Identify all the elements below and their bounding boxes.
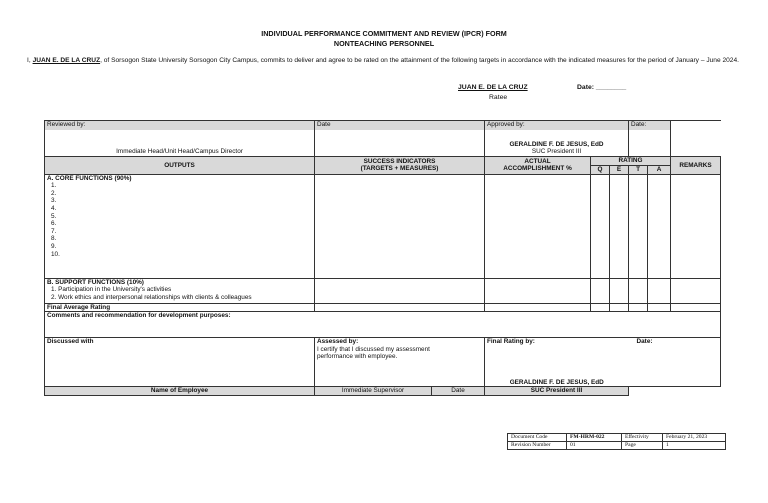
immediate-supervisor-label: Immediate Supervisor [315, 387, 432, 396]
support-functions-cell [45, 278, 315, 303]
blank-cell [671, 121, 721, 130]
approver-signature-cell [485, 130, 629, 157]
review-date-cell [315, 130, 485, 157]
rating-header: RATING [591, 157, 671, 166]
final-rating-date-label: Date: [629, 338, 721, 346]
core-e-cell[interactable] [610, 174, 629, 278]
form-subtitle: NONTEACHING PERSONNEL [333, 39, 435, 48]
ratee-date: Date: ________ [577, 84, 627, 91]
actual-line1: ACTUAL [524, 157, 551, 165]
approver-role: SUC President III [531, 148, 582, 156]
core-actual-cell[interactable] [485, 174, 591, 278]
blank-cell [671, 130, 721, 157]
core-item: 7. [51, 227, 57, 235]
blank-cell [629, 387, 721, 396]
approval-date-cell [629, 130, 671, 157]
commitment-statement [18, 56, 748, 65]
core-functions-list [47, 182, 312, 258]
support-remarks-cell[interactable] [671, 278, 721, 303]
reviewer-role: Immediate Head/Unit Head/Campus Director [116, 148, 243, 156]
ratee-name: JUAN E. DE LA CRUZ [458, 84, 528, 91]
rating-e-header: E [610, 166, 629, 175]
core-item: 3. [51, 197, 57, 205]
approver-name: GERALDINE F. DE JESUS, EdD [509, 140, 604, 148]
revision-value: 01 [567, 442, 622, 450]
page-label: Page [622, 442, 663, 450]
form-title: INDIVIDUAL PERFORMANCE COMMITMENT AND REVIEW (IPCR) FORM [261, 29, 507, 38]
reviewed-by-label: Reviewed by: [45, 121, 315, 130]
doc-code-label: Document Code [508, 434, 567, 442]
core-success-indicators-cell[interactable] [315, 174, 485, 278]
core-item: 5. [51, 212, 57, 220]
final-average-cell[interactable] [315, 303, 485, 312]
discussed-with-label: Discussed with [45, 338, 315, 346]
approved-by-label: Approved by: [485, 121, 629, 130]
success-indicators-header [315, 157, 485, 175]
support-actual-cell[interactable] [485, 278, 591, 303]
employee-signature-cell[interactable] [45, 346, 315, 387]
final-rating-date-cell [629, 346, 721, 387]
intro-employee-name: JUAN E. DE LA CRUZ [32, 57, 101, 64]
effectivity-label: Effectivity [622, 434, 663, 442]
support-q-cell[interactable] [591, 278, 610, 303]
core-item: 8. [51, 235, 57, 243]
core-t-cell[interactable] [629, 174, 648, 278]
intro-text: , of Sorsogon State University Sorsogon City Campus, commits to deliver and agree to be rated on the attainment of the following targets in accordance with the indicated measures for the period of January – June 2024. [100, 57, 739, 64]
effectivity-value: February 21, 2023 [663, 434, 726, 442]
core-q-cell[interactable] [591, 174, 610, 278]
document-control-box [507, 433, 726, 450]
supervisor-date-label: Date [432, 387, 485, 396]
core-functions-cell [45, 174, 315, 278]
core-item: 9. [51, 242, 57, 250]
final-average-label: Final Average Rating [45, 303, 315, 312]
assessed-by-label: Assessed by: [315, 338, 485, 346]
final-average-q-cell[interactable] [591, 303, 610, 312]
rating-a-header: A [648, 166, 671, 175]
president-name: GERALDINE F. DE JESUS, EdD [509, 378, 604, 386]
comments-section[interactable]: Comments and recommendation for development purposes: [45, 312, 721, 338]
revision-label: Revision Number [508, 442, 567, 450]
approval-date-label: Date: [629, 121, 671, 130]
intro-prefix: I, [27, 57, 31, 64]
reviewer-signature-cell [45, 130, 315, 157]
support-functions-heading: B. SUPPORT FUNCTIONS (10%) [47, 278, 144, 286]
support-e-cell[interactable] [610, 278, 629, 303]
final-average-remarks-cell[interactable] [671, 303, 721, 312]
president-role: SUC President III [485, 387, 629, 396]
support-item: 2. Work ethics and interpersonal relationships with clients & colleagues [51, 293, 252, 301]
page-value: 1 [663, 442, 726, 450]
final-average-a-cell[interactable] [648, 303, 671, 312]
actual-line2: ACCOMPLISHMENT % [503, 165, 572, 173]
core-remarks-cell[interactable] [671, 174, 721, 278]
rating-q-header: Q [591, 166, 610, 175]
core-item: 10. [51, 250, 60, 258]
ipcr-table [44, 120, 721, 396]
core-item: 4. [51, 204, 57, 212]
final-average-actual-cell[interactable] [485, 303, 591, 312]
success-indicators-line1: SUCCESS INDICATORS [363, 157, 436, 165]
core-a-cell[interactable] [648, 174, 671, 278]
success-indicators-line2: (TARGETS + MEASURES) [360, 165, 439, 173]
ratee-label: Ratee [489, 94, 508, 101]
doc-code-value: FM-HRM-022 [567, 434, 622, 442]
name-of-employee-label: Name of Employee [45, 387, 315, 396]
supervisor-certify-cell [315, 346, 485, 387]
core-item: 6. [51, 220, 57, 228]
core-item: 2. [51, 189, 57, 197]
actual-accomplishment-header [485, 157, 591, 175]
final-average-e-cell[interactable] [610, 303, 629, 312]
support-t-cell[interactable] [629, 278, 648, 303]
support-success-indicators-cell[interactable] [315, 278, 485, 303]
support-item: 1. Participation in the University's activities [51, 286, 172, 294]
certify-statement: I certify that I discussed my assessment performance with employee. [317, 345, 430, 361]
core-functions-heading: A. CORE FUNCTIONS (90%) [47, 174, 132, 182]
review-date-label: Date [315, 121, 485, 130]
final-rating-by-label: Final Rating by: [485, 338, 629, 346]
outputs-header: OUTPUTS [45, 157, 315, 175]
rating-t-header: T [629, 166, 648, 175]
president-signature-cell [485, 346, 629, 387]
core-item: 1. [51, 182, 57, 190]
support-a-cell[interactable] [648, 278, 671, 303]
final-average-t-cell[interactable] [629, 303, 648, 312]
remarks-header: REMARKS [671, 157, 721, 175]
